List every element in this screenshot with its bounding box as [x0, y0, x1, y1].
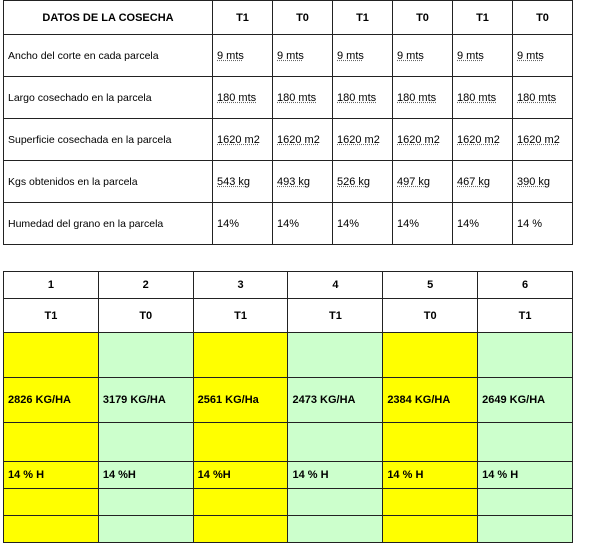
table-cell: 1620 m2 [453, 119, 513, 161]
harvest-row-kgs [4, 161, 573, 203]
row-label: Humedad del grano en la parcela [4, 203, 213, 245]
table-cell: 14% [213, 203, 273, 245]
harvest-data-table [3, 0, 573, 245]
plot-number: 2 [98, 272, 193, 299]
empty-cell [383, 423, 478, 462]
harvest-header-cell: T1 [453, 1, 513, 35]
empty-cell [98, 423, 193, 462]
table-cell: 14 % [513, 203, 573, 245]
empty-cell [478, 423, 573, 462]
empty-cell [383, 516, 478, 543]
table-cell: 9 mts [333, 35, 393, 77]
yield-cell: 2473 KG/HA [288, 378, 383, 423]
empty-cell [193, 333, 288, 378]
humidity-cell: 14 % H [478, 462, 573, 489]
spacer-row [4, 516, 573, 543]
empty-cell [383, 333, 478, 378]
table-cell: 14% [333, 203, 393, 245]
table-cell: 9 mts [273, 35, 333, 77]
harvest-header-row [4, 1, 573, 35]
table-cell: 493 kg [273, 161, 333, 203]
harvest-header-cell: T1 [213, 1, 273, 35]
yield-cell: 2561 KG/Ha [193, 378, 288, 423]
table-cell: 1620 m2 [513, 119, 573, 161]
plot-number: 4 [288, 272, 383, 299]
yield-row [4, 378, 573, 423]
yield-cell: 2826 KG/HA [4, 378, 99, 423]
treatment-row [4, 299, 573, 333]
empty-cell [478, 489, 573, 516]
harvest-header-cell: T0 [393, 1, 453, 35]
humidity-cell: 14 %H [193, 462, 288, 489]
row-label: Ancho del corte en cada parcela [4, 35, 213, 77]
table-cell: 180 mts [453, 77, 513, 119]
table-cell: 1620 m2 [213, 119, 273, 161]
empty-cell [98, 333, 193, 378]
table-cell: 14% [393, 203, 453, 245]
table-cell: 9 mts [393, 35, 453, 77]
table-cell: 543 kg [213, 161, 273, 203]
empty-cell [288, 423, 383, 462]
table-cell: 9 mts [513, 35, 573, 77]
table-cell: 180 mts [393, 77, 453, 119]
table-cell: 526 kg [333, 161, 393, 203]
plot-number: 3 [193, 272, 288, 299]
table-cell: 9 mts [453, 35, 513, 77]
plot-number: 1 [4, 272, 99, 299]
empty-cell [4, 333, 99, 378]
empty-cell [288, 333, 383, 378]
yield-cell: 2384 KG/HA [383, 378, 478, 423]
harvest-row-length [4, 77, 573, 119]
empty-cell [288, 489, 383, 516]
empty-cell [478, 333, 573, 378]
empty-cell [288, 516, 383, 543]
table-cell: 467 kg [453, 161, 513, 203]
spacer-row [4, 333, 573, 378]
harvest-header-cell: T1 [333, 1, 393, 35]
yield-table [3, 271, 573, 543]
empty-cell [193, 489, 288, 516]
table-cell: 1620 m2 [273, 119, 333, 161]
harvest-header-title: DATOS DE LA COSECHA [4, 1, 213, 35]
treatment-cell: T1 [4, 299, 99, 333]
plot-number: 6 [478, 272, 573, 299]
empty-cell [4, 423, 99, 462]
empty-cell [478, 516, 573, 543]
humidity-cell: 14 % H [383, 462, 478, 489]
plot-number: 5 [383, 272, 478, 299]
table-cell: 180 mts [333, 77, 393, 119]
table-cell: 1620 m2 [333, 119, 393, 161]
harvest-row-humidity [4, 203, 573, 245]
table-cell: 14% [273, 203, 333, 245]
humidity-cell: 14 % H [288, 462, 383, 489]
empty-cell [98, 516, 193, 543]
table-cell: 180 mts [513, 77, 573, 119]
table-cell: 9 mts [213, 35, 273, 77]
plot-number-row [4, 272, 573, 299]
yield-cell: 2649 KG/HA [478, 378, 573, 423]
row-label: Kgs obtenidos en la parcela [4, 161, 213, 203]
harvest-row-width [4, 35, 573, 77]
spacer-row [4, 489, 573, 516]
table-cell: 1620 m2 [393, 119, 453, 161]
treatment-cell: T1 [478, 299, 573, 333]
harvest-row-area [4, 119, 573, 161]
humidity-cell: 14 % H [4, 462, 99, 489]
harvest-header-cell: T0 [273, 1, 333, 35]
harvest-header-cell: T0 [513, 1, 573, 35]
humidity-row [4, 462, 573, 489]
treatment-cell: T1 [193, 299, 288, 333]
row-label: Superficie cosechada en la parcela [4, 119, 213, 161]
table-cell: 390 kg [513, 161, 573, 203]
spacer-row [4, 423, 573, 462]
yield-cell: 3179 KG/HA [98, 378, 193, 423]
table-cell: 180 mts [213, 77, 273, 119]
empty-cell [193, 516, 288, 543]
empty-cell [4, 516, 99, 543]
empty-cell [193, 423, 288, 462]
table-cell: 180 mts [273, 77, 333, 119]
humidity-cell: 14 %H [98, 462, 193, 489]
treatment-cell: T0 [98, 299, 193, 333]
table-cell: 14% [453, 203, 513, 245]
empty-cell [4, 489, 99, 516]
treatment-cell: T1 [288, 299, 383, 333]
row-label: Largo cosechado en la parcela [4, 77, 213, 119]
empty-cell [98, 489, 193, 516]
treatment-cell: T0 [383, 299, 478, 333]
table-cell: 497 kg [393, 161, 453, 203]
empty-cell [383, 489, 478, 516]
